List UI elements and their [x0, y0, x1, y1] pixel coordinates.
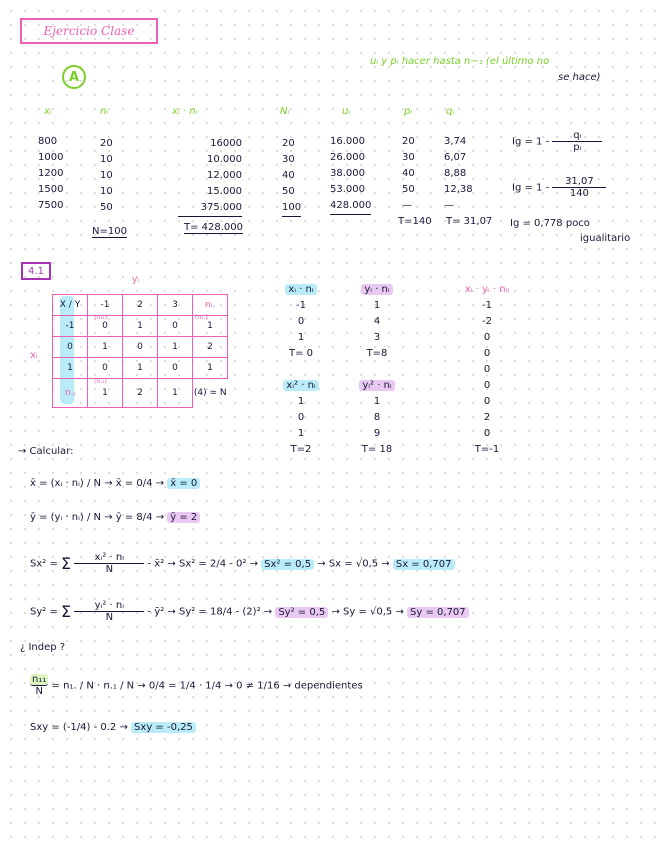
sy-line: Sy² = Σ $\frac{\text{yᵢ² · nᵢ}}{N}$ - ȳ² → Sy² = 18/4 - (2)² → Sy² = 0,5 → Sy = √0,5 → Sy = 0,707: [30, 600, 469, 623]
table-cell: 1: [158, 337, 193, 358]
table-cell: 0: [123, 337, 158, 358]
column-n: 20 10 10 10 50: [100, 138, 113, 213]
column-x: 800 1000 1200 1500 7500: [38, 136, 64, 211]
header-qi: qᵢ: [446, 106, 455, 117]
contingency-table: [52, 294, 228, 408]
header-ui: uᵢ: [342, 106, 351, 117]
col-x2n: xᵢ² · nᵢ 1 0 1 T=2: [278, 378, 324, 458]
indep-line: $\frac{\text{n₁₁}}{N}$ = n₁. / N · n.₁ / N → 0/4 = 1/4 · 1/4 → 0 ≠ 1/16 → dependientes: [32, 674, 363, 697]
table-cell: -1: [88, 295, 123, 316]
ig-result-2: igualitario: [580, 233, 631, 244]
total-q: T= 31,07: [446, 216, 493, 227]
header-xini: xᵢ · nᵢ: [172, 106, 198, 117]
table-cell: 0: [88, 358, 123, 379]
column-xn: 16000 10.000 12.000 15.000 375.000: [178, 136, 242, 217]
table-cell: 0: [158, 316, 193, 337]
table-header-row: [53, 295, 228, 316]
table-cell: 1: [88, 337, 123, 358]
yi-mark: yᵢ: [132, 275, 139, 285]
table-cell: 1: [158, 379, 193, 408]
section-a-badge: A: [62, 65, 86, 89]
table-cell: (n₁.) 1: [193, 316, 228, 337]
table-cell: 1: [53, 358, 88, 379]
col-yn: yᵢ · nᵢ 1 4 3 T=8: [354, 282, 400, 362]
column-N: 20 30 40 50 100: [282, 136, 301, 217]
header-ni: nᵢ: [100, 106, 109, 117]
header-pi: pᵢ: [404, 106, 413, 117]
indep-question: ¿ Indep ?: [20, 642, 66, 653]
ybar-line: ȳ = (yᵢ · nᵢ) / N → ȳ = 8/4 → ȳ = 2: [30, 512, 200, 523]
table-cell: nᵢ.: [193, 295, 228, 316]
table-cell: 1: [193, 358, 228, 379]
table-cell: 0: [158, 358, 193, 379]
ig-result: Ig = 0,778 poco: [510, 218, 590, 229]
col-xyn: xᵢ · yᵢ · nᵢⱼ -1 -2 0 0 0 0 0 2 0 T=-1: [464, 284, 510, 455]
table-footer-row: [53, 379, 228, 408]
total-p: T=140: [398, 216, 432, 227]
col-y2n: yᵢ² · nᵢ 1 8 9 T= 18: [354, 378, 400, 458]
table-cell: -1: [53, 316, 88, 337]
table-row: [53, 337, 228, 358]
table-cell: n.ⱼ: [53, 379, 88, 408]
note-line-2: se hace): [558, 72, 601, 83]
sxy-line: Sxy = (-1/4) - 0.2 → Sxy = -0,25: [30, 722, 196, 733]
col-xn: xᵢ · nᵢ -1 0 1 T= 0: [278, 282, 324, 362]
table-cell: (n.₁) 1: [88, 379, 123, 408]
column-q: 3,74 6,07 8,88 12,38 —: [444, 136, 473, 211]
table-cell: (n₁₁) 0: [88, 316, 123, 337]
total-xn: T= 428.000: [184, 222, 244, 233]
table-cell: 2: [123, 295, 158, 316]
table-row: [53, 358, 228, 379]
section-41-badge: 4.1: [21, 262, 51, 280]
calc-heading: → Calcular:: [18, 446, 74, 457]
table-cell: 2: [123, 379, 158, 408]
table-cell: 1: [123, 316, 158, 337]
ig-formula: Ig = 1 - $\frac{\text{qᵢ}}{\text{pᵢ}}$: [512, 130, 602, 153]
table-cell: 3: [158, 295, 193, 316]
page-title: Ejercicio Clase: [20, 18, 158, 44]
table-total: (4) = N: [193, 388, 227, 399]
total-n: N=100: [92, 226, 127, 237]
table-cell: 1: [123, 358, 158, 379]
note-line-1: uᵢ y pᵢ hacer hasta n−₁ (el último no: [370, 56, 550, 67]
xbar-line: x̄ = (xᵢ · nᵢ) / N → x̄ = 0/4 → x̄ = 0: [30, 478, 200, 489]
xi-mark: xᵢ: [30, 350, 38, 361]
sx-line: Sx² = Σ $\frac{\text{xᵢ² · nᵢ}}{N}$ - x̄² → Sx² = 2/4 - 0² → Sx² = 0,5 → Sx = √0,5 → Sx = 0,707: [30, 552, 455, 575]
header-xi: xᵢ: [44, 106, 52, 117]
table-row: [53, 316, 228, 337]
table-cell: 2: [193, 337, 228, 358]
table-cell: 0: [53, 337, 88, 358]
ig-calc: Ig = 1 - $\frac{31,07}{140}$: [512, 176, 606, 199]
table-cell: X / Y: [53, 295, 88, 316]
column-u: 16.000 26.000 38.000 53.000 428.000: [330, 134, 371, 215]
header-Ni: Nᵢ: [280, 106, 290, 117]
column-p: 20 30 40 50 —: [402, 136, 415, 211]
